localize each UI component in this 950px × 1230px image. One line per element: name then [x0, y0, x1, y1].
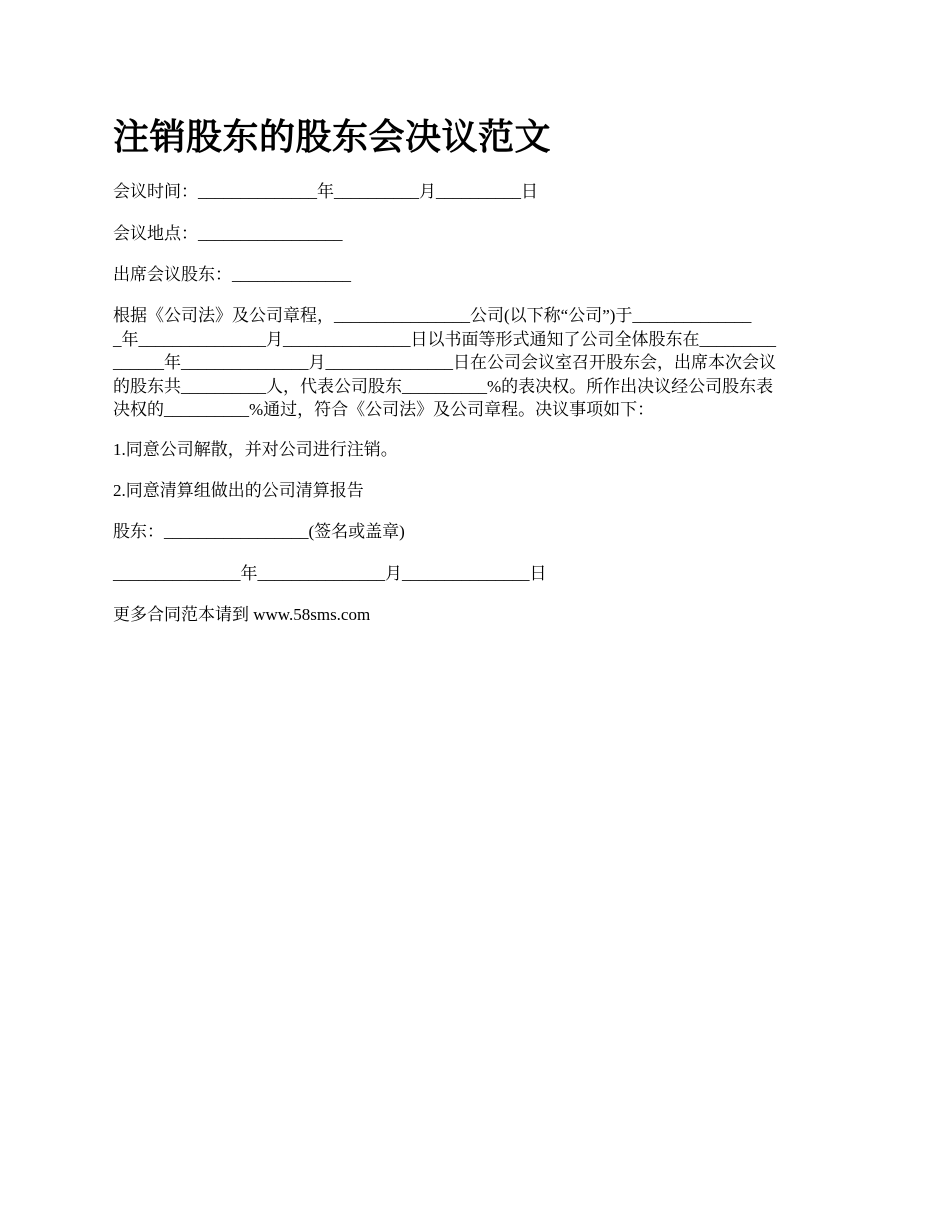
paragraph-line: 的股东共__________人，代表公司股东__________%的表决权。所作出决议经公司股东表 [113, 376, 774, 396]
meeting-time-line: 会议时间：______________年__________月__________日 [113, 182, 538, 201]
paragraph-line: 根据《公司法》及公司章程，________________公司(以下称“公司”)于______________ [113, 306, 752, 325]
meeting-place-line: 会议地点：_________________ [113, 224, 343, 243]
attendees-line: 出席会议股东：______________ [113, 265, 351, 284]
resolution-item-2: 2.同意清算组做出的公司清算报告 [113, 481, 364, 500]
paragraph-line: ______年_______________月_______________日在公司会议室召开股东会，出席本次会议 [113, 353, 776, 372]
paragraph-line: 决权的__________%通过，符合《公司法》及公司章程。决议事项如下： [113, 400, 655, 419]
resolution-paragraph [113, 304, 838, 422]
document-title: 注销股东的股东会决议范文 [113, 117, 552, 157]
shareholder-signature-line: 股东：_________________(签名或盖章) [113, 522, 405, 541]
paragraph-line: _年_______________月_______________日以书面等形式通知了公司全体股东在_________ [113, 329, 776, 349]
footer-link-text: 更多合同范本请到 www.58sms.com [113, 605, 371, 624]
resolution-item-1: 1.同意公司解散，并对公司进行注销。 [113, 440, 398, 459]
signing-date-line: _______________年_______________月_______________日 [113, 564, 547, 583]
